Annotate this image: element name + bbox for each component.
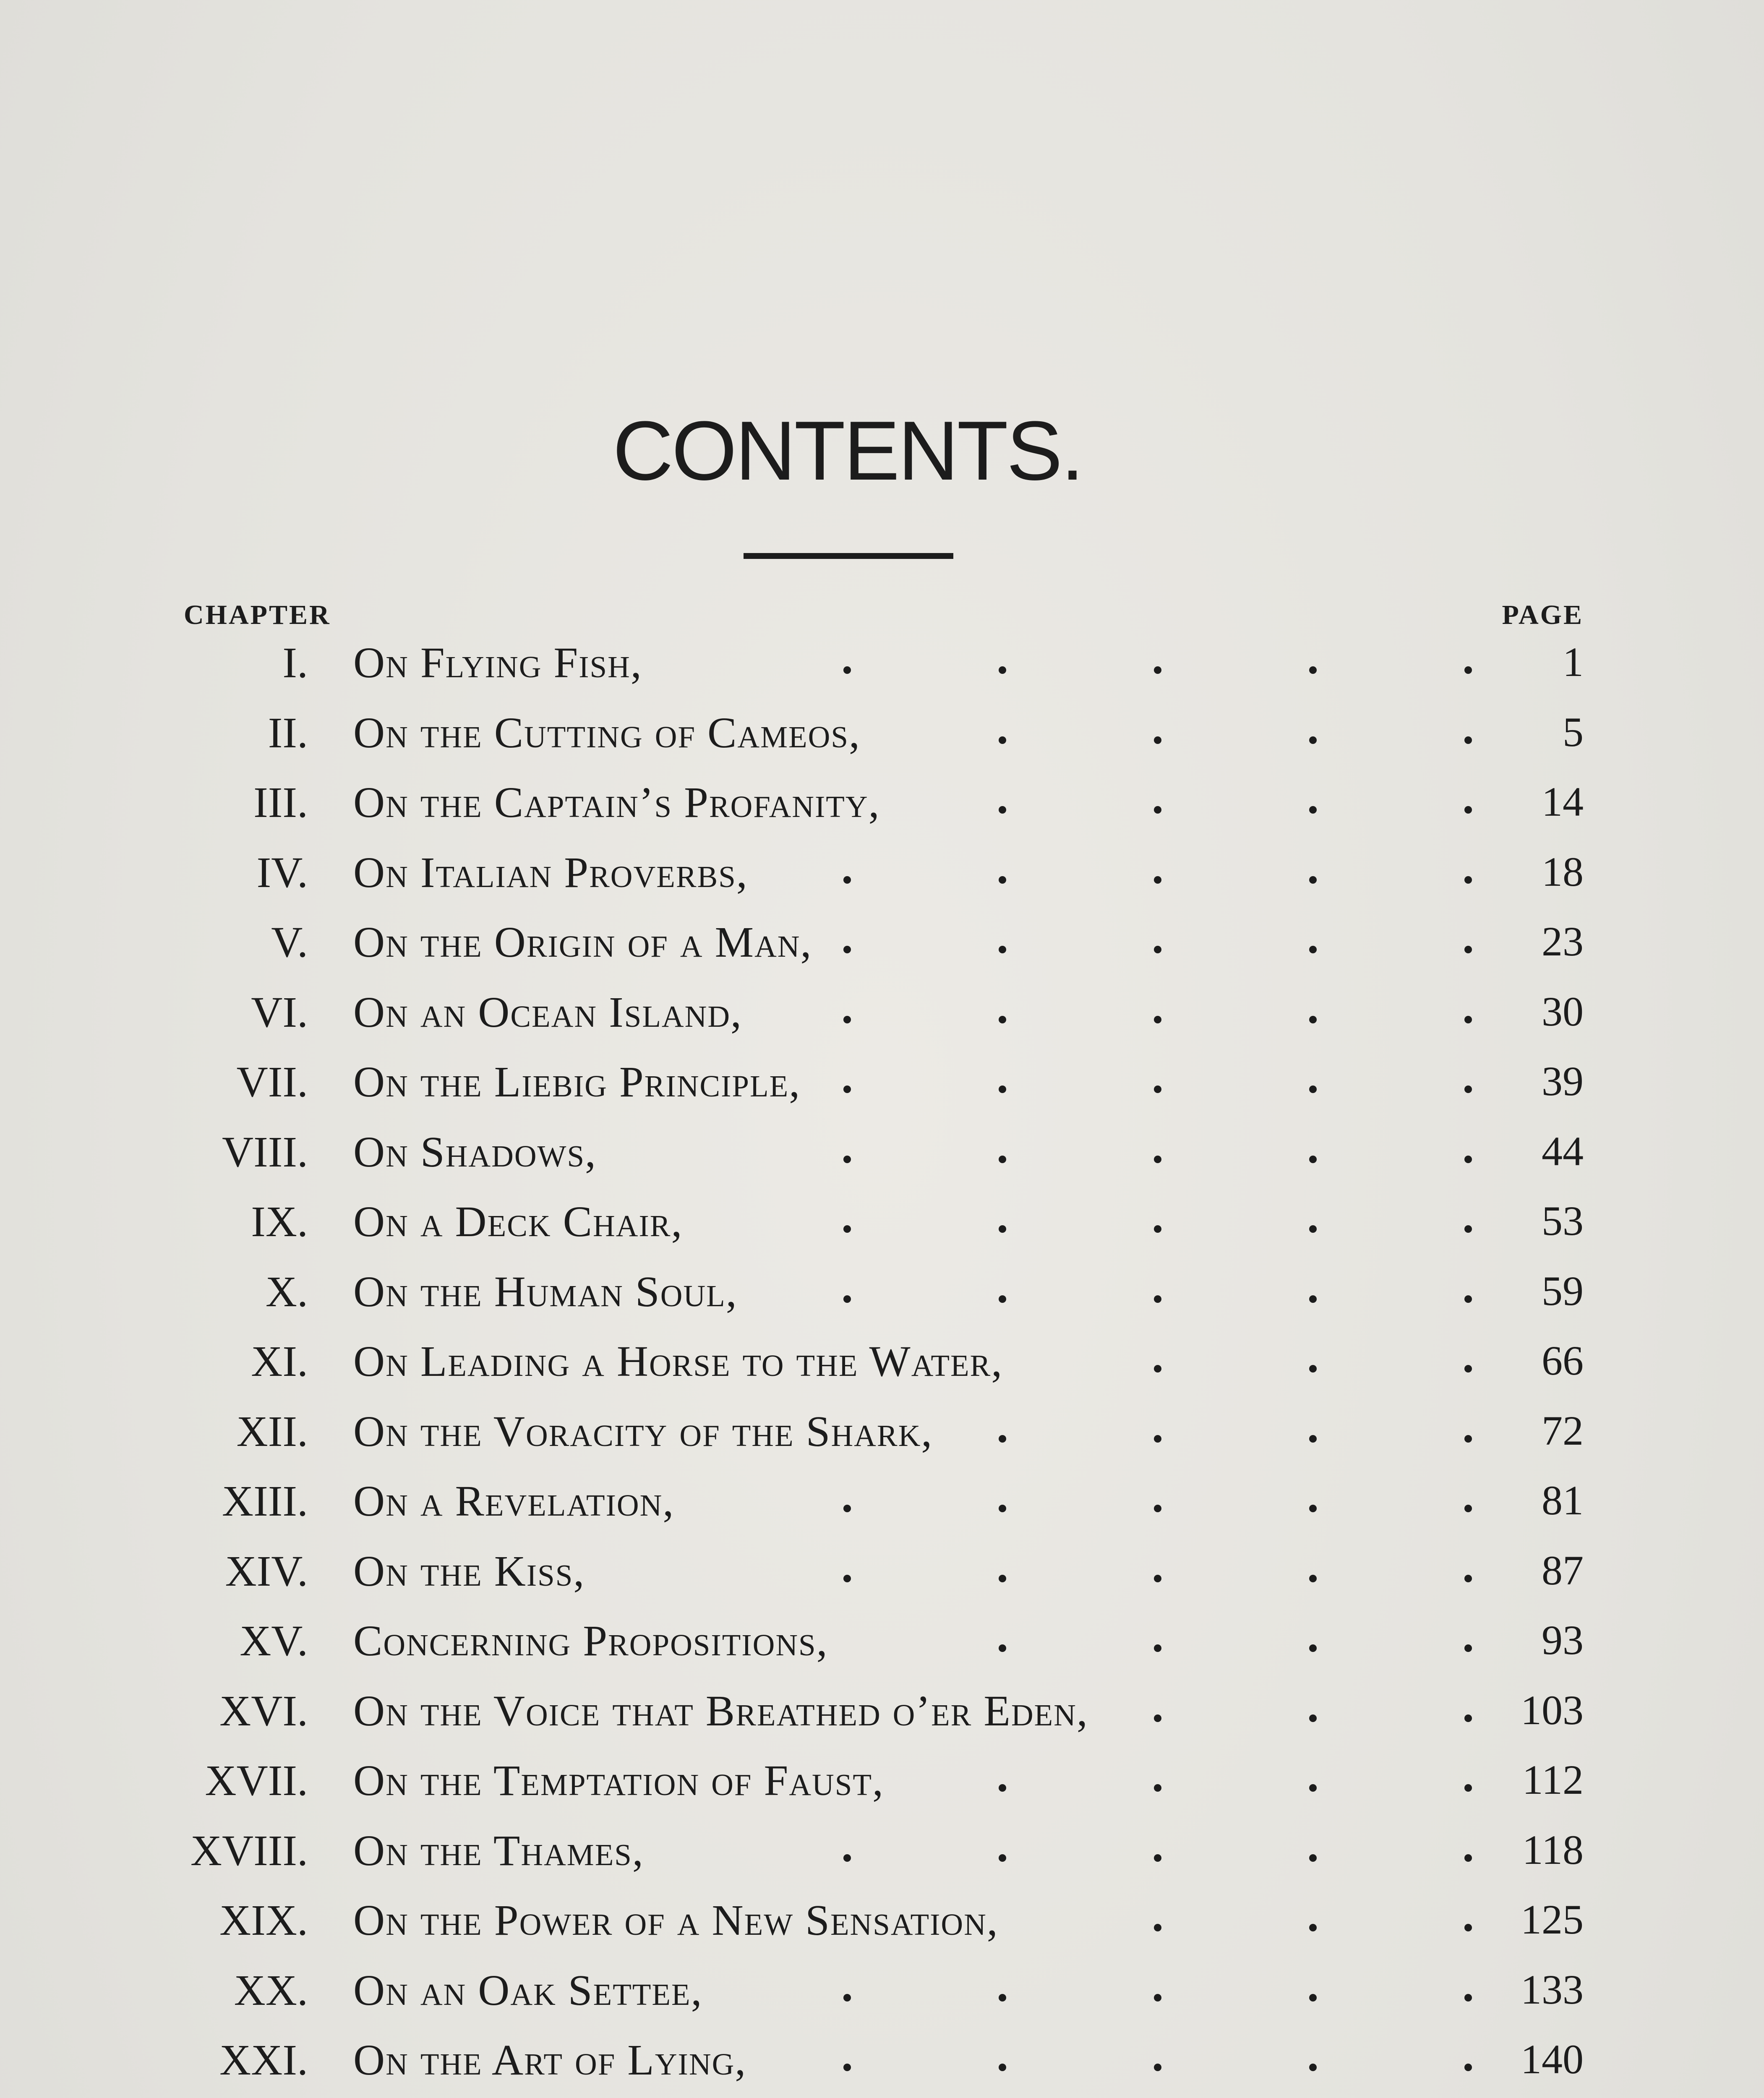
dot-leaders xyxy=(797,1074,1529,1099)
leader-dot xyxy=(1154,1086,1161,1093)
toc-entry xyxy=(0,629,1764,699)
leader-dot xyxy=(1154,1644,1161,1652)
dot-leaders xyxy=(797,1633,1529,1658)
leader-dot xyxy=(1154,1295,1161,1303)
dot-leaders xyxy=(797,794,1529,819)
toc-entry xyxy=(0,1119,1764,1189)
dot-leaders xyxy=(797,1213,1529,1239)
page-number: 87 xyxy=(1542,1547,1584,1594)
leader-dot xyxy=(1309,1924,1317,1931)
leader-dot xyxy=(843,1505,851,1512)
page-number: 66 xyxy=(1542,1337,1584,1384)
page-number: 112 xyxy=(1522,1756,1584,1803)
page-number: 118 xyxy=(1522,1826,1584,1873)
leader-dot xyxy=(1464,1644,1472,1652)
chapter-number: VII. xyxy=(236,1058,308,1106)
chapter-title: On the Thames, xyxy=(353,1826,644,1875)
chapter-title: On the Voice that Breathed o’er Eden, xyxy=(353,1686,1088,1735)
toc-entry xyxy=(0,1398,1764,1468)
leader-dot xyxy=(1309,876,1317,884)
leader-dot xyxy=(1154,1505,1161,1512)
page-number: 18 xyxy=(1542,848,1584,895)
leader-dot xyxy=(843,1016,851,1023)
chapter-number: XII. xyxy=(236,1407,308,1456)
page-title: CONTENTS. xyxy=(613,404,1083,498)
leader-dot xyxy=(1464,1924,1472,1931)
leader-dot xyxy=(1309,1854,1317,1862)
chapter-title: On Shadows, xyxy=(353,1127,597,1176)
chapter-number: III. xyxy=(253,778,308,827)
leader-dot xyxy=(1154,666,1161,674)
chapter-number: XIII. xyxy=(222,1477,308,1525)
leader-dot xyxy=(1464,1225,1472,1233)
leader-dot xyxy=(999,736,1006,744)
leader-dot xyxy=(1464,1295,1472,1303)
chapter-title: On Italian Proverbs, xyxy=(353,848,748,897)
leader-dot xyxy=(843,666,851,674)
leader-dot xyxy=(1154,946,1161,953)
chapter-number: XVI. xyxy=(219,1686,308,1735)
dot-leaders xyxy=(797,1284,1529,1309)
leader-dot xyxy=(1309,1016,1317,1023)
dot-leaders xyxy=(797,655,1529,680)
chapter-number: VI. xyxy=(251,988,308,1036)
dot-leaders xyxy=(797,725,1529,750)
leader-dot xyxy=(999,1575,1006,1582)
dot-leaders xyxy=(797,1772,1529,1798)
chapter-title: On an Oak Settee, xyxy=(353,1966,703,2014)
leader-dot xyxy=(1154,736,1161,744)
page-number: 14 xyxy=(1542,778,1584,825)
chapter-number: XVII. xyxy=(205,1756,308,1805)
chapter-title: On the Captain’s Profanity, xyxy=(353,778,880,827)
leader-dot xyxy=(1154,1784,1161,1792)
leader-dot xyxy=(999,2064,1006,2071)
leader-dot xyxy=(1309,1086,1317,1093)
chapter-number: X. xyxy=(265,1267,308,1316)
leader-dot xyxy=(843,2064,851,2071)
chapter-number: XVIII. xyxy=(190,1826,308,1875)
leader-dot xyxy=(1464,1994,1472,2001)
leader-dot xyxy=(1464,1575,1472,1582)
chapter-number: XIX. xyxy=(219,1896,308,1944)
page-number: 5 xyxy=(1563,708,1584,755)
leader-dot xyxy=(999,1854,1006,1862)
chapter-number: XXI. xyxy=(219,2036,308,2084)
leader-dot xyxy=(843,1994,851,2001)
toc-entry xyxy=(0,1188,1764,1258)
leader-dot xyxy=(1154,1365,1161,1373)
table-of-contents xyxy=(0,629,1764,2098)
dot-leaders xyxy=(797,1004,1529,1029)
leader-dot xyxy=(1464,1016,1472,1023)
leader-dot xyxy=(1464,876,1472,884)
toc-entry xyxy=(0,1468,1764,1538)
leader-dot xyxy=(1309,1644,1317,1652)
chapter-title: On the Human Soul, xyxy=(353,1267,738,1316)
leader-dot xyxy=(1309,1295,1317,1303)
leader-dot xyxy=(1309,1994,1317,2001)
page-number: 44 xyxy=(1542,1127,1584,1174)
page-column-header: PAGE xyxy=(1502,600,1584,630)
chapter-title: On the Cutting of Cameos, xyxy=(353,708,861,757)
leader-dot xyxy=(1309,1156,1317,1163)
toc-entry xyxy=(0,699,1764,770)
toc-entry xyxy=(0,979,1764,1049)
page-number: 133 xyxy=(1521,1966,1584,2013)
chapter-title: On the Art of Lying, xyxy=(353,2036,747,2084)
leader-dot xyxy=(1464,806,1472,814)
leader-dot xyxy=(1464,1435,1472,1443)
leader-dot xyxy=(1464,1156,1472,1163)
toc-entry xyxy=(0,1678,1764,1748)
chapter-number: XI. xyxy=(251,1337,308,1386)
leader-dot xyxy=(1464,2064,1472,2071)
leader-dot xyxy=(999,1086,1006,1093)
chapter-number: IV. xyxy=(256,848,308,897)
toc-entry xyxy=(0,1887,1764,1957)
leader-dot xyxy=(999,876,1006,884)
chapter-number: V. xyxy=(271,918,308,966)
leader-dot xyxy=(843,1295,851,1303)
dot-leaders xyxy=(797,2052,1529,2077)
leader-dot xyxy=(999,1994,1006,2001)
leader-dot xyxy=(1464,666,1472,674)
leader-dot xyxy=(1309,2064,1317,2071)
leader-dot xyxy=(999,1784,1006,1792)
chapter-title: On a Deck Chair, xyxy=(353,1198,683,1246)
page-number: 125 xyxy=(1521,1896,1584,1943)
leader-dot xyxy=(999,1016,1006,1023)
leader-dot xyxy=(1464,736,1472,744)
leader-dot xyxy=(1154,2064,1161,2071)
leader-dot xyxy=(1309,1784,1317,1792)
leader-dot xyxy=(1154,1435,1161,1443)
chapter-title: On the Liebig Principle, xyxy=(353,1058,801,1106)
leader-dot xyxy=(1464,1086,1472,1093)
toc-entry xyxy=(0,1957,1764,2027)
leader-dot xyxy=(1309,946,1317,953)
leader-dot xyxy=(1154,1994,1161,2001)
leader-dot xyxy=(1309,1505,1317,1512)
toc-entry xyxy=(0,2097,1764,2098)
page-number: 140 xyxy=(1521,2036,1584,2082)
chapter-title: On Leading a Horse to the Water, xyxy=(353,1337,1003,1386)
leader-dot xyxy=(999,946,1006,953)
page-number: 81 xyxy=(1542,1477,1584,1524)
dot-leaders xyxy=(797,1493,1529,1518)
toc-entry xyxy=(0,1747,1764,1817)
chapter-title: On the Power of a New Sensation, xyxy=(353,1896,999,1944)
leader-dot xyxy=(1154,876,1161,884)
chapter-title: On the Temptation of Faust, xyxy=(353,1756,884,1805)
dot-leaders xyxy=(797,1842,1529,1868)
toc-entry xyxy=(0,1538,1764,1608)
toc-entry xyxy=(0,769,1764,839)
chapter-title: On the Kiss, xyxy=(353,1547,585,1595)
chapter-number: II. xyxy=(268,708,308,757)
dot-leaders xyxy=(797,1982,1529,2007)
toc-entry xyxy=(0,1049,1764,1119)
leader-dot xyxy=(1154,1854,1161,1862)
leader-dot xyxy=(999,1156,1006,1163)
leader-dot xyxy=(999,806,1006,814)
chapter-title: On Flying Fish, xyxy=(353,639,642,687)
leader-dot xyxy=(843,1156,851,1163)
chapter-number: I. xyxy=(282,639,308,687)
toc-entry xyxy=(0,1258,1764,1328)
leader-dot xyxy=(843,946,851,953)
leader-dot xyxy=(1309,1435,1317,1443)
leader-dot xyxy=(999,1505,1006,1512)
leader-dot xyxy=(999,666,1006,674)
leader-dot xyxy=(1154,1575,1161,1582)
leader-dot xyxy=(1309,736,1317,744)
leader-dot xyxy=(1464,946,1472,953)
leader-dot xyxy=(1309,1365,1317,1373)
leader-dot xyxy=(1464,1365,1472,1373)
toc-entry xyxy=(0,909,1764,979)
toc-entry xyxy=(0,2027,1764,2097)
page-number: 39 xyxy=(1542,1058,1584,1104)
toc-entry xyxy=(0,1328,1764,1398)
chapter-number: IX. xyxy=(251,1198,308,1246)
leader-dot xyxy=(1309,806,1317,814)
leader-dot xyxy=(1309,1714,1317,1722)
leader-dot xyxy=(843,1854,851,1862)
page-number: 72 xyxy=(1542,1407,1584,1454)
page-number: 30 xyxy=(1542,988,1584,1035)
leader-dot xyxy=(843,876,851,884)
leader-dot xyxy=(1464,1505,1472,1512)
toc-entry xyxy=(0,1817,1764,1887)
leader-dot xyxy=(1309,1575,1317,1582)
chapter-number: XV. xyxy=(240,1617,308,1665)
toc-entry xyxy=(0,1607,1764,1678)
leader-dot xyxy=(1464,1854,1472,1862)
dot-leaders xyxy=(797,1144,1529,1169)
leader-dot xyxy=(1464,1784,1472,1792)
leader-dot xyxy=(843,1575,851,1582)
leader-dot xyxy=(999,1435,1006,1443)
chapter-title: On a Revelation, xyxy=(353,1477,675,1525)
chapter-number: VIII. xyxy=(222,1127,308,1176)
leader-dot xyxy=(999,1295,1006,1303)
chapter-title: Concerning Propositions, xyxy=(353,1617,828,1665)
toc-entry xyxy=(0,839,1764,909)
leader-dot xyxy=(1309,666,1317,674)
leader-dot xyxy=(1154,806,1161,814)
leader-dot xyxy=(1309,1225,1317,1233)
chapter-number: XX. xyxy=(234,1966,308,2014)
chapter-title: On the Origin of a Man, xyxy=(353,918,812,966)
leader-dot xyxy=(1154,1156,1161,1163)
leader-dot xyxy=(999,1225,1006,1233)
dot-leaders xyxy=(797,934,1529,959)
page-number: 59 xyxy=(1542,1267,1584,1314)
leader-dot xyxy=(1154,1714,1161,1722)
chapter-title: On the Voracity of the Shark, xyxy=(353,1407,933,1456)
dot-leaders xyxy=(797,1563,1529,1588)
chapter-number: XIV. xyxy=(225,1547,308,1595)
leader-dot xyxy=(1464,1714,1472,1722)
page-number: 93 xyxy=(1542,1617,1584,1663)
page-number: 23 xyxy=(1542,918,1584,965)
leader-dot xyxy=(1154,1225,1161,1233)
leader-dot xyxy=(843,1086,851,1093)
page-number: 1 xyxy=(1563,639,1584,685)
leader-dot xyxy=(1154,1924,1161,1931)
chapter-column-header: CHAPTER xyxy=(184,600,331,630)
leader-dot xyxy=(1154,1016,1161,1023)
title-rule xyxy=(744,553,953,559)
leader-dot xyxy=(999,1644,1006,1652)
dot-leaders xyxy=(797,864,1529,890)
page-number: 53 xyxy=(1542,1198,1584,1244)
leader-dot xyxy=(843,1225,851,1233)
chapter-title: On an Ocean Island, xyxy=(353,988,743,1036)
page-number: 103 xyxy=(1521,1686,1584,1733)
